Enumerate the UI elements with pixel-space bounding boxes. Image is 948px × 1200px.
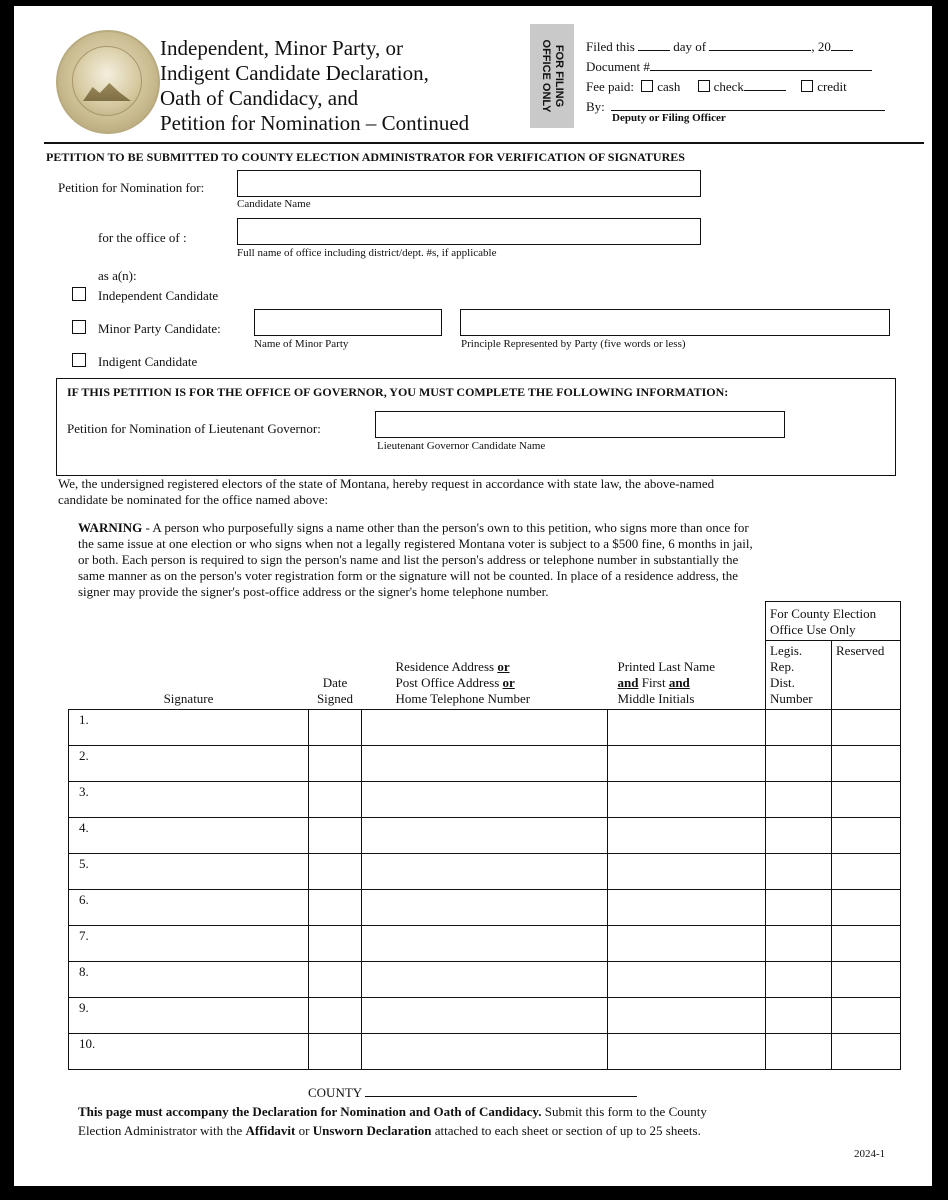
filed-by-line: By: — [586, 98, 885, 115]
county-line: COUNTY — [308, 1084, 637, 1101]
printed-name-cell[interactable] — [608, 782, 766, 818]
legis-district-cell[interactable] — [766, 782, 832, 818]
reserved-cell[interactable] — [832, 1034, 901, 1070]
candidate-name-hint: Candidate Name — [237, 198, 311, 210]
row-number: 6. — [79, 892, 89, 907]
check-number-field[interactable] — [744, 78, 786, 91]
address-cell[interactable] — [362, 962, 608, 998]
row-number: 4. — [79, 820, 89, 835]
table-row — [69, 890, 901, 926]
printed-name-cell[interactable] — [608, 926, 766, 962]
signature-cell[interactable] — [69, 962, 309, 998]
statement-text: We, the undersigned registered electors of the state of Montana, hereby request in accordance with state law, the above-named candidate be nominated for the office named above: — [58, 476, 715, 507]
check-checkbox[interactable] — [698, 80, 710, 92]
signature-cell[interactable] — [69, 854, 309, 890]
legis-district-cell[interactable] — [766, 710, 832, 746]
printed-name-cell[interactable] — [608, 890, 766, 926]
date-signed-cell[interactable] — [309, 926, 362, 962]
document-number-line: Document # — [586, 58, 872, 75]
form-title: Independent, Minor Party, or Indigent Candidate Declaration, Oath of Candidacy, and Petition for Nomination – Continued — [160, 36, 470, 135]
reserved-cell[interactable] — [832, 710, 901, 746]
row-number: 3. — [79, 784, 89, 799]
legis-district-cell[interactable] — [766, 818, 832, 854]
signature-cell[interactable] — [69, 926, 309, 962]
date-signed-cell[interactable] — [309, 998, 362, 1034]
table-row — [69, 746, 901, 782]
date-signed-cell[interactable] — [309, 1034, 362, 1070]
address-cell[interactable] — [362, 926, 608, 962]
nomination-for-label: Petition for Nomination for: — [58, 180, 205, 195]
fee-paid-line: Fee paid: cash check credit — [586, 79, 847, 94]
lt-governor-label: Petition for Nomination of Lieutenant Governor: — [67, 421, 321, 436]
address-cell[interactable] — [362, 890, 608, 926]
address-cell[interactable] — [362, 782, 608, 818]
date-signed-cell[interactable] — [309, 818, 362, 854]
independent-checkbox[interactable] — [72, 287, 86, 301]
warning-label: WARNING — [78, 520, 143, 535]
filed-by-field[interactable] — [611, 98, 885, 111]
party-principle-hint: Principle Represented by Party (five words or less) — [461, 338, 686, 350]
printed-name-cell[interactable] — [608, 854, 766, 890]
table-row — [69, 962, 901, 998]
reserved-cell[interactable] — [832, 962, 901, 998]
header-rule — [44, 142, 924, 144]
table-row — [69, 1034, 901, 1070]
instruction-text: PETITION TO BE SUBMITTED TO COUNTY ELECTION ADMINISTRATOR FOR VERIFICATION OF SIGNATURES — [46, 150, 685, 164]
county-field[interactable] — [365, 1084, 637, 1097]
legis-district-cell[interactable] — [766, 926, 832, 962]
signature-cell[interactable] — [69, 710, 309, 746]
lt-governor-input[interactable] — [375, 411, 785, 438]
reserved-cell[interactable] — [832, 890, 901, 926]
filed-day-field[interactable] — [638, 38, 670, 51]
governor-section — [56, 378, 896, 476]
minor-party-name-hint: Name of Minor Party — [254, 338, 349, 350]
legis-district-cell[interactable] — [766, 1034, 832, 1070]
row-number: 5. — [79, 856, 89, 871]
filed-year-field[interactable] — [831, 38, 853, 51]
address-cell[interactable] — [362, 998, 608, 1034]
printed-name-cell[interactable] — [608, 710, 766, 746]
filed-month-field[interactable] — [709, 38, 811, 51]
form-version: 2024-1 — [854, 1148, 886, 1160]
row-number: 1. — [79, 712, 89, 727]
address-cell[interactable] — [362, 746, 608, 782]
legis-district-cell[interactable] — [766, 890, 832, 926]
legis-district-cell[interactable] — [766, 854, 832, 890]
lt-governor-hint: Lieutenant Governor Candidate Name — [377, 440, 546, 452]
address-cell[interactable] — [362, 854, 608, 890]
legis-district-cell[interactable] — [766, 962, 832, 998]
printed-name-cell[interactable] — [608, 1034, 766, 1070]
office-hint: Full name of office including district/dept. #s, if applicable — [237, 247, 497, 259]
date-signed-header: Date Signed — [316, 675, 354, 706]
legis-district-cell[interactable] — [766, 998, 832, 1034]
reserved-cell[interactable] — [832, 998, 901, 1034]
candidate-name-input[interactable] — [237, 170, 701, 197]
office-of-label: for the office of : — [98, 230, 187, 245]
reserved-cell[interactable] — [832, 818, 901, 854]
signature-cell[interactable] — [69, 782, 309, 818]
as-a-label: as a(n): — [98, 268, 137, 283]
warning-text: WARNING - A person who purposefully signs a name other than the person's own to this petition, who signs more than once for the same issue at one election or who signs when not a legally registered Montana voter is subject to a $500 fine, 6 months in jail, or both. Each person is required to sign the person's name and list the person's address or telephone number in substantially the same manner as on the person's voter registration form or the signature will not be counted. In place of a residence address, the signer may provide the signer's post-office address or the signer's home telephone number. — [78, 520, 753, 599]
row-number: 8. — [79, 964, 89, 979]
party-principle-input[interactable] — [460, 309, 890, 336]
printed-name-cell[interactable] — [608, 962, 766, 998]
address-cell[interactable] — [362, 1034, 608, 1070]
date-signed-cell[interactable] — [309, 854, 362, 890]
credit-checkbox[interactable] — [801, 80, 813, 92]
reserved-cell[interactable] — [832, 782, 901, 818]
address-header: Residence Address or Post Office Address or Home Telephone Number — [395, 659, 531, 706]
row-number: 9. — [79, 1000, 89, 1015]
indigent-label: Indigent Candidate — [98, 354, 198, 369]
signature-cell[interactable] — [69, 890, 309, 926]
minor-party-label: Minor Party Candidate: — [98, 321, 221, 336]
date-signed-cell[interactable] — [309, 746, 362, 782]
row-number: 2. — [79, 748, 89, 763]
independent-label: Independent Candidate — [98, 288, 219, 303]
governor-heading: IF THIS PETITION IS FOR THE OFFICE OF GOVERNOR, YOU MUST COMPLETE THE FOLLOWING INFORMATION: — [67, 385, 729, 399]
signature-cell[interactable] — [69, 746, 309, 782]
table-row — [69, 818, 901, 854]
row-number: 10. — [79, 1036, 96, 1051]
signature-header: Signature — [163, 691, 214, 706]
table-row — [69, 998, 901, 1034]
filed-this-line: Filed this day of , 20 — [586, 38, 853, 55]
address-cell[interactable] — [362, 818, 608, 854]
row-number: 7. — [79, 928, 89, 943]
table-row — [69, 854, 901, 890]
reserved-cell[interactable] — [832, 926, 901, 962]
indigent-checkbox[interactable] — [72, 353, 86, 367]
county-office-header: For County Election Office Use Only — [766, 602, 901, 641]
deputy-label: Deputy or Filing Officer — [612, 112, 726, 124]
date-signed-cell[interactable] — [309, 890, 362, 926]
minor-party-checkbox[interactable] — [72, 320, 86, 334]
minor-party-name-input[interactable] — [254, 309, 442, 336]
legis-district-cell[interactable] — [766, 746, 832, 782]
state-seal-icon — [56, 30, 160, 134]
printed-name-cell[interactable] — [608, 746, 766, 782]
printed-name-cell[interactable] — [608, 998, 766, 1034]
reserved-cell[interactable] — [832, 854, 901, 890]
table-row — [69, 782, 901, 818]
printed-name-cell[interactable] — [608, 818, 766, 854]
signature-cell[interactable] — [69, 1034, 309, 1070]
office-input[interactable] — [237, 218, 701, 245]
signature-table — [68, 601, 900, 1063]
signature-cell[interactable] — [69, 998, 309, 1034]
table-row — [69, 710, 901, 746]
signature-cell[interactable] — [69, 818, 309, 854]
table-row — [69, 926, 901, 962]
printed-name-header: Printed Last Name and First and Middle Initials — [617, 659, 715, 706]
reserved-cell[interactable] — [832, 746, 901, 782]
legis-district-header: Legis. Rep. Dist. Number — [766, 641, 832, 710]
cash-checkbox[interactable] — [641, 80, 653, 92]
document-number-field[interactable] — [650, 58, 872, 71]
date-signed-cell[interactable] — [309, 710, 362, 746]
date-signed-cell[interactable] — [309, 962, 362, 998]
footer-text: This page must accompany the Declaration for Nomination and Oath of Candidacy. Submit this form to the County Election Administrator with the Affidavit or Unsworn Declaration attached to each sheet or section of up to 25 sheets. — [78, 1104, 707, 1138]
filing-office-tag: FOR FILING OFFICE ONLY — [530, 24, 574, 128]
reserved-header: Reserved — [832, 641, 901, 710]
date-signed-cell[interactable] — [309, 782, 362, 818]
form-page — [14, 6, 932, 1186]
address-cell[interactable] — [362, 710, 608, 746]
